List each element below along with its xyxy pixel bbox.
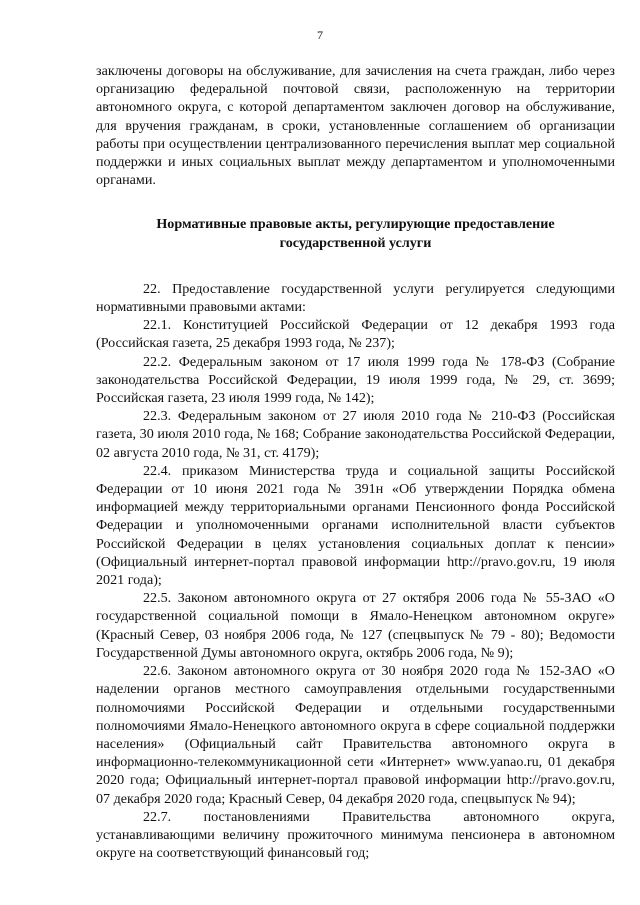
paragraph-22-4: 22.4. приказом Министерства труда и социальной защиты Российской Федерации от 10 июня 2021 года № 391н «Об утверждении Порядка обмена информацией между территориальными органами Пенсионного фонда Российской Федерации и уполномоченными органами исполнительной власти субъектов Российской Федерации в целях установления социальных доплат к пенсии» (Официальный интернет-портал правовой информации http://pravo.gov.ru, 19 июля 2021 года); xyxy=(96,462,615,589)
paragraph-22: 22. Предоставление государственной услуги регулируется следующими нормативными правовыми актами: xyxy=(96,280,615,316)
page-number: 7 xyxy=(317,28,323,42)
intro-paragraph: заключены договоры на обслуживание, для зачисления на счета граждан, либо через организацию федеральной почтовой связи, расположенную на территории автономного округа, с которой департаментом заключен договор на обслуживание, для вручения гражданам, в сроки, установленные соглашением об организации работы при осуществлении централизованного перечисления выплат мер социальной поддержки и иных социальных выплат между департаментом и уполномоченными органами. xyxy=(96,63,615,189)
paragraph-22-2: 22.2. Федеральным законом от 17 июля 1999 года № 178-ФЗ (Собрание законодательства Российской Федерации, 19 июля 1999 года, № 29, ст. 3699; Российская газета, 23 июля 1999 года, № 142); xyxy=(96,353,615,407)
section-heading: Нормативные правовые акты, регулирующие предоставление государственной услуги xyxy=(156,216,555,251)
paragraph-22-7: 22.7. постановлениями Правительства автономного округа, устанавливающими величину прожиточного минимума пенсионера в автономном округе на соответствующий финансовый год; xyxy=(96,808,615,862)
paragraph-22-3: 22.3. Федеральным законом от 27 июля 2010 года № 210-ФЗ (Российская газета, 30 июля 2010 года, № 168; Собрание законодательства Российской Федерации, 02 августа 2010 года, № 31, ст. 4179); xyxy=(96,408,615,461)
paragraph-22-5: 22.5. Законом автономного округа от 27 октября 2006 года № 55-ЗАО «О государственной социальной помощи в Ямало-Ненецком автономном округе» (Красный Север, 03 ноября 2006 года, № 127 (спецвыпуск № 79 - 80); Ведомости Государственной Думы автономного округа, октябрь 2006 года, № 9); xyxy=(96,590,615,661)
paragraph-22-6: 22.6. Законом автономного округа от 30 ноября 2020 года № 152-ЗАО «О наделении органов местного самоуправления отдельными государственными полномочиями Российской Федерации и отдельными государственными полномочиями Ямало-Ненецкого автономного округа в сфере социальной поддержки населения» (Официальный сайт Правительства автономного округа в информационно-телекоммуникационной сети «Интернет» www.yanao.ru, 01 декабря 2020 года; Официальный интернет-портал правовой информации http://pravo.gov.ru, 07 декабря 2020 года; Красный Север, 04 декабря 2020 года, спецвыпуск № 94); xyxy=(96,663,615,807)
page-content xyxy=(96,62,615,862)
paragraph-22-1: 22.1. Конституцией Российской Федерации от 12 декабря 1993 года (Российская газета, 25 декабря 1993 года, № 237); xyxy=(96,317,615,352)
